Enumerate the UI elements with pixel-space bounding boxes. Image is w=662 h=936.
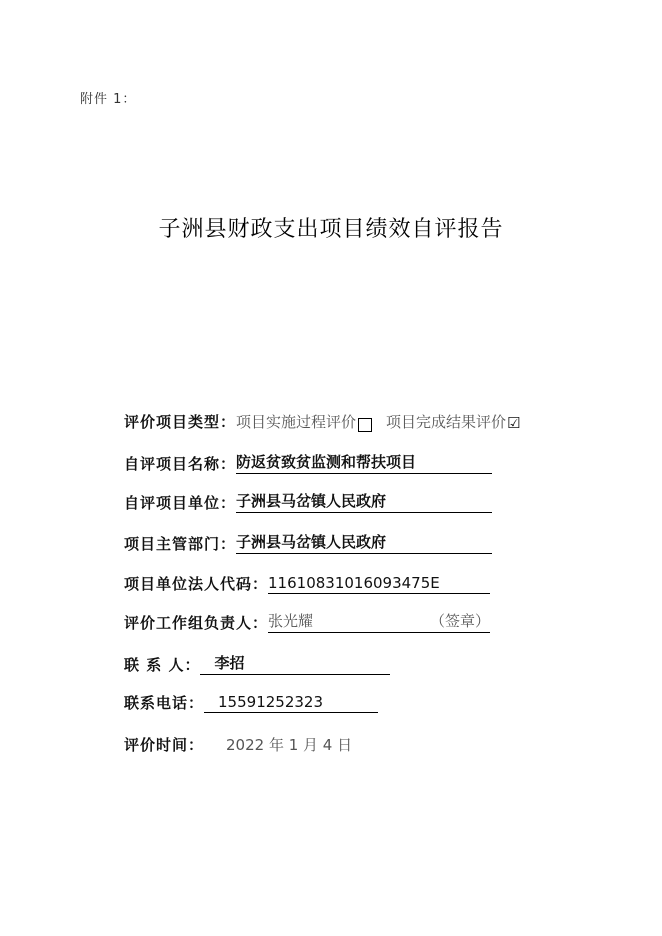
contact-phone-row [124, 691, 378, 713]
evaluation-type-row [124, 410, 521, 432]
supervising-dept-row [124, 532, 492, 554]
legal-code-row [124, 572, 490, 594]
evaluation-type-label: 评价项目类型： [124, 413, 237, 431]
project-unit-row [124, 491, 492, 513]
project-name-row [124, 452, 492, 474]
checked-box-icon: ☑ [507, 414, 521, 432]
project-name-label: 自评项目名称： [124, 455, 237, 473]
evaluation-leader-label: 评价工作组负责人： [124, 614, 269, 632]
contact-phone-label: 联系电话： [124, 694, 205, 712]
contact-person-label: 联 系 人： [124, 656, 201, 674]
attachment-label: 附件 1： [80, 92, 137, 107]
evaluation-leader-row [124, 611, 490, 633]
seal-text: （签章） [430, 612, 491, 630]
supervising-dept-label: 项目主管部门： [124, 535, 237, 553]
evaluation-leader-value: 张光耀 [268, 612, 314, 630]
option-process-evaluation: 项目实施过程评价 [236, 413, 357, 431]
supervising-dept-value: 子洲县马岔镇人民政府 [236, 531, 492, 554]
report-title: 子洲县财政支出项目绩效自评报告 [158, 217, 504, 242]
legal-code-label: 项目单位法人代码： [124, 575, 269, 593]
project-unit-value: 子洲县马岔镇人民政府 [236, 490, 492, 513]
project-name-value: 防返贫致贫监测和帮扶项目 [236, 451, 492, 474]
option-result-evaluation: 项目完成结果评价 [386, 413, 507, 431]
legal-code-value: 11610831016093475E [268, 574, 490, 594]
contact-phone-value: 15591252323 [204, 693, 378, 713]
contact-person-row [124, 653, 390, 675]
unchecked-box-icon [358, 418, 372, 432]
project-unit-label: 自评项目单位： [124, 494, 237, 512]
evaluation-time-label: 评价时间： [124, 736, 205, 754]
contact-person-value: 李招 [200, 652, 390, 675]
evaluation-time-row [124, 733, 352, 755]
evaluation-time-value: 2022 年 1 月 4 日 [226, 736, 353, 754]
evaluation-leader-field [268, 610, 490, 633]
